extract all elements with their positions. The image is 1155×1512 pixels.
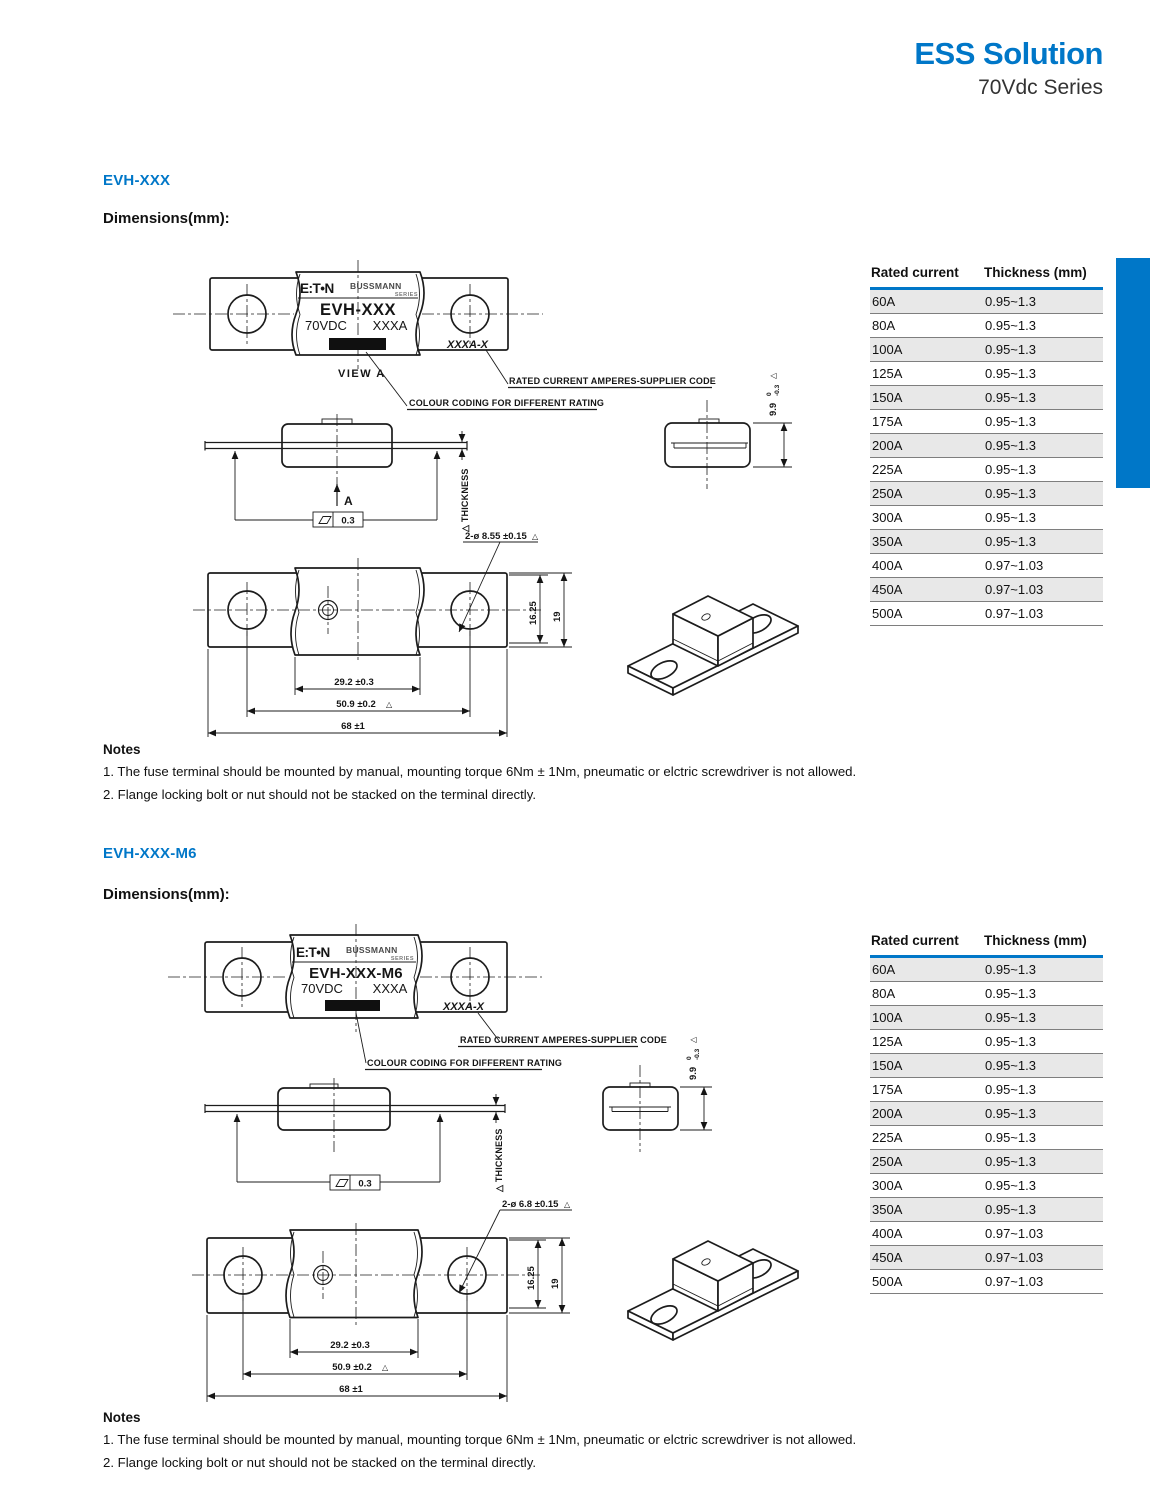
section1-thickness-table bbox=[870, 265, 1103, 626]
hole-callout: 2-ø 6.8 ±0.15 bbox=[502, 1199, 559, 1210]
thickness-cell: 0.95~1.3 bbox=[983, 1174, 1103, 1198]
section1-dimensions-label: Dimensions(mm): bbox=[103, 210, 230, 227]
rated-current-cell: 80A bbox=[870, 314, 983, 338]
table-row bbox=[870, 1102, 1103, 1126]
thickness-cell: 0.95~1.3 bbox=[983, 530, 1103, 554]
thickness-cell: 0.95~1.3 bbox=[983, 482, 1103, 506]
hole-callout: 2-ø 8.55 ±0.15 bbox=[465, 531, 527, 542]
section1-heading: EVH-XXX bbox=[103, 172, 171, 189]
table-row bbox=[870, 314, 1103, 338]
rated-current-cell: 80A bbox=[870, 982, 983, 1006]
series-label: SERIES bbox=[390, 956, 414, 962]
rated-current-cell: 400A bbox=[870, 554, 983, 578]
thickness-cell: 0.95~1.3 bbox=[983, 1150, 1103, 1174]
table-row bbox=[870, 578, 1103, 602]
view-a-label: VIEW A bbox=[338, 368, 386, 380]
end-view bbox=[603, 1036, 712, 1152]
notes-title: Notes bbox=[103, 1410, 141, 1425]
height-tol-lower: -0.3 bbox=[774, 384, 781, 396]
bottom-view bbox=[193, 531, 572, 737]
view-a-letter: A bbox=[344, 494, 353, 508]
page-edge-tab bbox=[1116, 258, 1150, 488]
rated-current-callout: RATED CURRENT AMPERES-SUPPLIER CODE bbox=[509, 376, 717, 386]
table-row bbox=[870, 506, 1103, 530]
rated-current-cell: 100A bbox=[870, 338, 983, 362]
col-header-rated-current: Rated current bbox=[870, 265, 983, 289]
thickness-label: △ THICKNESS bbox=[494, 1128, 504, 1192]
series-label: SERIES bbox=[394, 292, 418, 298]
height-ext-lines bbox=[753, 423, 792, 467]
dim-overall: 68 ±1 bbox=[339, 1384, 363, 1395]
col-header-thickness: Thickness (mm) bbox=[983, 265, 1103, 289]
current-label: XXXA bbox=[372, 318, 408, 333]
flatness-frame bbox=[330, 1175, 380, 1190]
height-dim-label bbox=[766, 372, 781, 416]
hole-span-triangle: △ bbox=[382, 1363, 389, 1372]
eaton-logo: E:T•N bbox=[296, 945, 330, 960]
rated-current-cell: 300A bbox=[870, 1174, 983, 1198]
height-tol-upper: 0 bbox=[766, 392, 773, 396]
dim-height-1: 16.25 bbox=[526, 1266, 537, 1290]
rated-current-cell: 450A bbox=[870, 578, 983, 602]
dim-height-1: 16.25 bbox=[528, 601, 539, 625]
body-outline-bottom bbox=[291, 568, 424, 655]
dim-height-2: 19 bbox=[550, 1278, 561, 1289]
rated-current-callout: RATED CURRENT AMPERES-SUPPLIER CODE bbox=[460, 1035, 668, 1045]
table-row bbox=[870, 1006, 1103, 1030]
rated-current-cell: 500A bbox=[870, 602, 983, 626]
flatness-value: 0.3 bbox=[358, 1178, 372, 1190]
table-row bbox=[870, 1246, 1103, 1270]
top-view bbox=[168, 924, 542, 1032]
table-row bbox=[870, 338, 1103, 362]
table-row bbox=[870, 1030, 1103, 1054]
note-item-1: 1. The fuse terminal should be mounted by manual, mounting torque 6Nm ± 1Nm, pneumatic or elctric screwdriver is not allowed. bbox=[103, 1432, 857, 1447]
height-dim-label bbox=[686, 1036, 701, 1080]
rated-current-cell: 250A bbox=[870, 1150, 983, 1174]
callouts bbox=[356, 1013, 667, 1070]
table-row bbox=[870, 1054, 1103, 1078]
rated-current-cell: 125A bbox=[870, 362, 983, 386]
rated-current-cell: 250A bbox=[870, 482, 983, 506]
thickness-cell: 0.97~1.03 bbox=[983, 1222, 1103, 1246]
table-row bbox=[870, 362, 1103, 386]
height-triangle-mark: △ bbox=[768, 372, 778, 379]
thickness-cell: 0.95~1.3 bbox=[983, 982, 1103, 1006]
table-row bbox=[870, 386, 1103, 410]
table-row bbox=[870, 1174, 1103, 1198]
supplier-code-label: XXXA-X bbox=[443, 1001, 484, 1013]
table-row bbox=[870, 458, 1103, 482]
thickness-cell: 0.95~1.3 bbox=[983, 1126, 1103, 1150]
thickness-cell: 0.95~1.3 bbox=[983, 289, 1103, 314]
end-outline bbox=[603, 1087, 678, 1130]
thickness-cell: 0.97~1.03 bbox=[983, 1246, 1103, 1270]
note-item-2: 2. Flange locking bolt or nut should not be stacked on the terminal directly. bbox=[103, 1455, 536, 1470]
thickness-cell: 0.95~1.3 bbox=[983, 1198, 1103, 1222]
colour-coding-leader bbox=[356, 1013, 366, 1063]
colour-coding-callout: COLOUR CODING FOR DIFFERENT RATING bbox=[367, 1058, 563, 1068]
table-row bbox=[870, 1198, 1103, 1222]
hole-callout-triangle: △ bbox=[532, 532, 539, 541]
thickness-cell: 0.95~1.3 bbox=[983, 338, 1103, 362]
table-row bbox=[870, 602, 1103, 626]
table-row bbox=[870, 957, 1103, 982]
thickness-cell: 0.95~1.3 bbox=[983, 1078, 1103, 1102]
thickness-cell: 0.97~1.03 bbox=[983, 554, 1103, 578]
current-label: XXXA bbox=[372, 981, 408, 996]
dim-ext-19 bbox=[509, 1238, 570, 1313]
side-view bbox=[205, 1078, 505, 1193]
section1-notes bbox=[103, 742, 893, 810]
thickness-cell: 0.95~1.3 bbox=[983, 410, 1103, 434]
rated-current-cell: 150A bbox=[870, 1054, 983, 1078]
section2-heading: EVH-XXX-M6 bbox=[103, 845, 197, 862]
section2-thickness-table bbox=[870, 933, 1103, 1294]
table-row bbox=[870, 1150, 1103, 1174]
dim-body-width: 29.2 ±0.3 bbox=[334, 677, 374, 688]
thickness-cell: 0.97~1.03 bbox=[983, 1270, 1103, 1294]
bottom-view bbox=[192, 1199, 572, 1402]
height-dim-value: 9.9 bbox=[688, 1066, 699, 1080]
table-row bbox=[870, 1270, 1103, 1294]
note-item-2: 2. Flange locking bolt or nut should not be stacked on the terminal directly. bbox=[103, 787, 536, 802]
supplier-code-label: XXXA-X bbox=[447, 339, 488, 351]
dim-overall: 68 ±1 bbox=[341, 721, 365, 732]
thickness-cell: 0.95~1.3 bbox=[983, 957, 1103, 982]
notes-title: Notes bbox=[103, 742, 141, 757]
rated-current-cell: 125A bbox=[870, 1030, 983, 1054]
note-item-1: 1. The fuse terminal should be mounted by manual, mounting torque 6Nm ± 1Nm, pneumatic or elctric screwdriver is not allowed. bbox=[103, 764, 857, 779]
height-dim-value: 9.9 bbox=[768, 402, 779, 416]
bussmann-label: BUSSMANN bbox=[346, 945, 398, 955]
height-tol-lower: -0.3 bbox=[694, 1048, 701, 1060]
rated-current-cell: 450A bbox=[870, 1246, 983, 1270]
section1-drawing bbox=[100, 248, 820, 748]
isometric-view bbox=[628, 596, 798, 695]
hole-callout-triangle: △ bbox=[564, 1200, 571, 1209]
rated-current-cell: 200A bbox=[870, 434, 983, 458]
thickness-cell: 0.95~1.3 bbox=[983, 1030, 1103, 1054]
section2-dimensions-label: Dimensions(mm): bbox=[103, 886, 230, 903]
rated-current-cell: 500A bbox=[870, 1270, 983, 1294]
thickness-cell: 0.95~1.3 bbox=[983, 1102, 1103, 1126]
rated-current-cell: 150A bbox=[870, 386, 983, 410]
rated-current-leader bbox=[486, 350, 508, 384]
table-row bbox=[870, 1126, 1103, 1150]
table-row bbox=[870, 982, 1103, 1006]
height-triangle-mark: △ bbox=[688, 1036, 698, 1043]
thickness-cell: 0.95~1.3 bbox=[983, 1054, 1103, 1078]
table-row bbox=[870, 410, 1103, 434]
table-row bbox=[870, 482, 1103, 506]
table-row bbox=[870, 289, 1103, 314]
dim-hole-span: 50.9 ±0.2 bbox=[332, 1362, 372, 1373]
dim-hole-span: 50.9 ±0.2 bbox=[336, 699, 376, 710]
rated-current-cell: 60A bbox=[870, 289, 983, 314]
thickness-label: △ THICKNESS bbox=[460, 468, 470, 532]
eaton-logo: E:T•N bbox=[300, 281, 334, 296]
table-row bbox=[870, 530, 1103, 554]
section2-drawing bbox=[100, 920, 820, 1420]
height-tol-upper: 0 bbox=[686, 1056, 693, 1060]
thickness-cell: 0.95~1.3 bbox=[983, 386, 1103, 410]
side-view bbox=[205, 414, 470, 533]
thickness-cell: 0.95~1.3 bbox=[983, 434, 1103, 458]
height-ext-lines bbox=[680, 1087, 712, 1130]
hole-span-triangle: △ bbox=[386, 700, 393, 709]
isometric-view bbox=[628, 1241, 798, 1340]
rated-current-cell: 350A bbox=[870, 1198, 983, 1222]
end-outline bbox=[665, 423, 750, 467]
dim-body-width: 29.2 ±0.3 bbox=[330, 1340, 370, 1351]
colour-coding-callout: COLOUR CODING FOR DIFFERENT RATING bbox=[409, 398, 605, 408]
doc-title: ESS Solution bbox=[914, 36, 1103, 71]
end-view bbox=[665, 372, 792, 489]
rated-current-cell: 225A bbox=[870, 1126, 983, 1150]
callouts bbox=[366, 350, 716, 410]
rated-current-cell: 350A bbox=[870, 530, 983, 554]
thickness-cell: 0.95~1.3 bbox=[983, 362, 1103, 386]
colour-coding-bar bbox=[329, 338, 386, 350]
thickness-cell: 0.95~1.3 bbox=[983, 314, 1103, 338]
rated-current-cell: 175A bbox=[870, 410, 983, 434]
col-header-thickness: Thickness (mm) bbox=[983, 933, 1103, 957]
model-label: EVH-XXX bbox=[320, 301, 396, 319]
colour-coding-bar bbox=[325, 1000, 380, 1011]
doc-header bbox=[914, 36, 1103, 100]
voltage-label: 70VDC bbox=[301, 981, 343, 996]
flatness-frame bbox=[313, 512, 363, 527]
flatness-value: 0.3 bbox=[341, 515, 355, 527]
thickness-cell: 0.95~1.3 bbox=[983, 506, 1103, 530]
table-row bbox=[870, 434, 1103, 458]
model-label: EVH-XXX-M6 bbox=[309, 965, 403, 982]
top-view bbox=[173, 260, 543, 380]
col-header-rated-current: Rated current bbox=[870, 933, 983, 957]
table-row bbox=[870, 554, 1103, 578]
voltage-label: 70VDC bbox=[305, 318, 347, 333]
bussmann-label: BUSSMANN bbox=[350, 281, 402, 291]
section2-notes bbox=[103, 1410, 893, 1478]
table-row bbox=[870, 1078, 1103, 1102]
rated-current-cell: 225A bbox=[870, 458, 983, 482]
thickness-cell: 0.97~1.03 bbox=[983, 578, 1103, 602]
dim-height-2: 19 bbox=[552, 611, 563, 622]
thickness-cell: 0.95~1.3 bbox=[983, 1006, 1103, 1030]
rated-current-cell: 400A bbox=[870, 1222, 983, 1246]
rated-current-cell: 100A bbox=[870, 1006, 983, 1030]
doc-subtitle: 70Vdc Series bbox=[978, 76, 1103, 99]
rated-current-cell: 200A bbox=[870, 1102, 983, 1126]
thickness-cell: 0.95~1.3 bbox=[983, 458, 1103, 482]
thickness-cell: 0.97~1.03 bbox=[983, 602, 1103, 626]
rated-current-cell: 175A bbox=[870, 1078, 983, 1102]
table-row bbox=[870, 1222, 1103, 1246]
body-outline-bottom bbox=[286, 1230, 422, 1318]
rated-current-cell: 300A bbox=[870, 506, 983, 530]
rated-current-cell: 60A bbox=[870, 957, 983, 982]
